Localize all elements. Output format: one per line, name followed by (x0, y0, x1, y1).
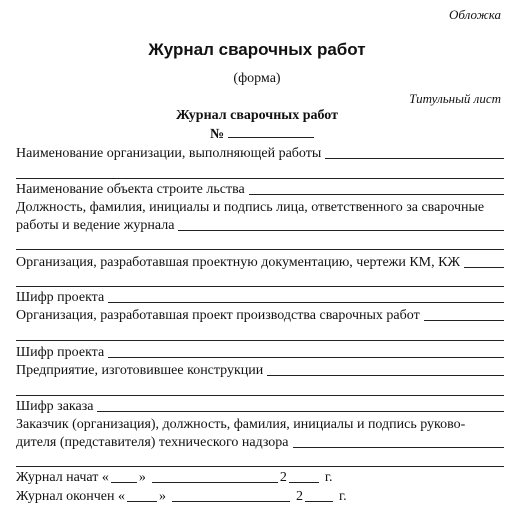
design-org-label: Организация, разработавшая проектную документацию, чертежи КМ, КЖ (16, 255, 461, 270)
organization-label: Наименование организации, выполняющей работы (16, 146, 322, 161)
project-code-row-1 (16, 288, 504, 306)
manufacturer-extra-line[interactable] (16, 395, 504, 396)
customer-row-1 (16, 415, 504, 433)
project-code-field-1[interactable] (108, 301, 504, 303)
organization-row (16, 144, 504, 162)
project-code-field-2[interactable] (108, 356, 504, 358)
cover-label: Обложка (449, 7, 501, 22)
responsible-row-2 (16, 216, 504, 234)
started-century: 2 (279, 470, 287, 485)
responsible-label-2: работы и ведение журнала (16, 218, 175, 233)
responsible-row-1 (16, 198, 504, 216)
finished-day-field[interactable] (127, 489, 157, 502)
finished-year-suffix: г. (339, 489, 347, 504)
works-design-label: Организация, разработавшая проект производства сварочных работ (16, 308, 420, 323)
finished-year-field[interactable] (305, 489, 333, 502)
journal-started-label: Журнал начат « (16, 470, 109, 485)
object-field[interactable] (249, 193, 504, 195)
order-code-field[interactable] (97, 410, 504, 412)
manufacturer-field[interactable] (267, 374, 504, 376)
order-code-row (16, 397, 504, 415)
works-design-row (16, 306, 504, 324)
design-org-field[interactable] (464, 266, 504, 268)
works-design-extra-line[interactable] (16, 340, 504, 341)
journal-started-row (16, 468, 333, 486)
project-code-label-2: Шифр проекта (16, 345, 105, 360)
document-title: Журнал сварочных работ (148, 40, 366, 59)
object-label: Наименование объекта строите льства (16, 182, 245, 197)
design-org-extra-line[interactable] (16, 286, 504, 287)
journal-finished-label: Журнал окончен « (16, 489, 126, 504)
customer-label-2: дителя (представителя) технического надзора (16, 435, 289, 450)
customer-field[interactable] (293, 446, 504, 448)
object-row (16, 180, 504, 198)
responsible-field[interactable] (178, 229, 504, 231)
project-code-label-1: Шифр проекта (16, 290, 105, 305)
journal-number-field[interactable] (228, 125, 314, 138)
project-code-row-2 (16, 343, 504, 361)
journal-title: Журнал сварочных работ (176, 108, 338, 123)
started-year-field[interactable] (289, 470, 319, 483)
order-code-label: Шифр заказа (16, 399, 94, 414)
responsible-label-1: Должность, фамилия, инициалы и подпись лица, ответственного за сварочные (16, 200, 485, 215)
title-page-label: Титульный лист (409, 91, 501, 106)
number-sign: № (210, 127, 225, 142)
started-day-field[interactable] (111, 470, 137, 483)
customer-label-1: Заказчик (организация), должность, фамилия, инициалы и подпись руково- (16, 417, 466, 432)
organization-field[interactable] (325, 157, 504, 159)
manufacturer-label: Предприятие, изготовившее конструкции (16, 363, 264, 378)
organization-extra-line[interactable] (16, 178, 504, 179)
started-month-field[interactable] (152, 470, 278, 483)
finished-month-field[interactable] (172, 489, 290, 502)
journal-number-row (210, 125, 314, 143)
manufacturer-row (16, 361, 504, 379)
customer-row-2 (16, 433, 504, 451)
started-close-quote: » (138, 470, 146, 485)
responsible-extra-line[interactable] (16, 249, 504, 250)
journal-finished-row (16, 487, 347, 505)
customer-extra-line[interactable] (16, 466, 504, 467)
design-org-row (16, 253, 504, 271)
finished-close-quote: » (159, 489, 167, 504)
finished-century: 2 (296, 489, 304, 504)
form-label: (форма) (233, 71, 281, 86)
works-design-field[interactable] (424, 319, 504, 321)
started-year-suffix: г. (324, 470, 333, 485)
